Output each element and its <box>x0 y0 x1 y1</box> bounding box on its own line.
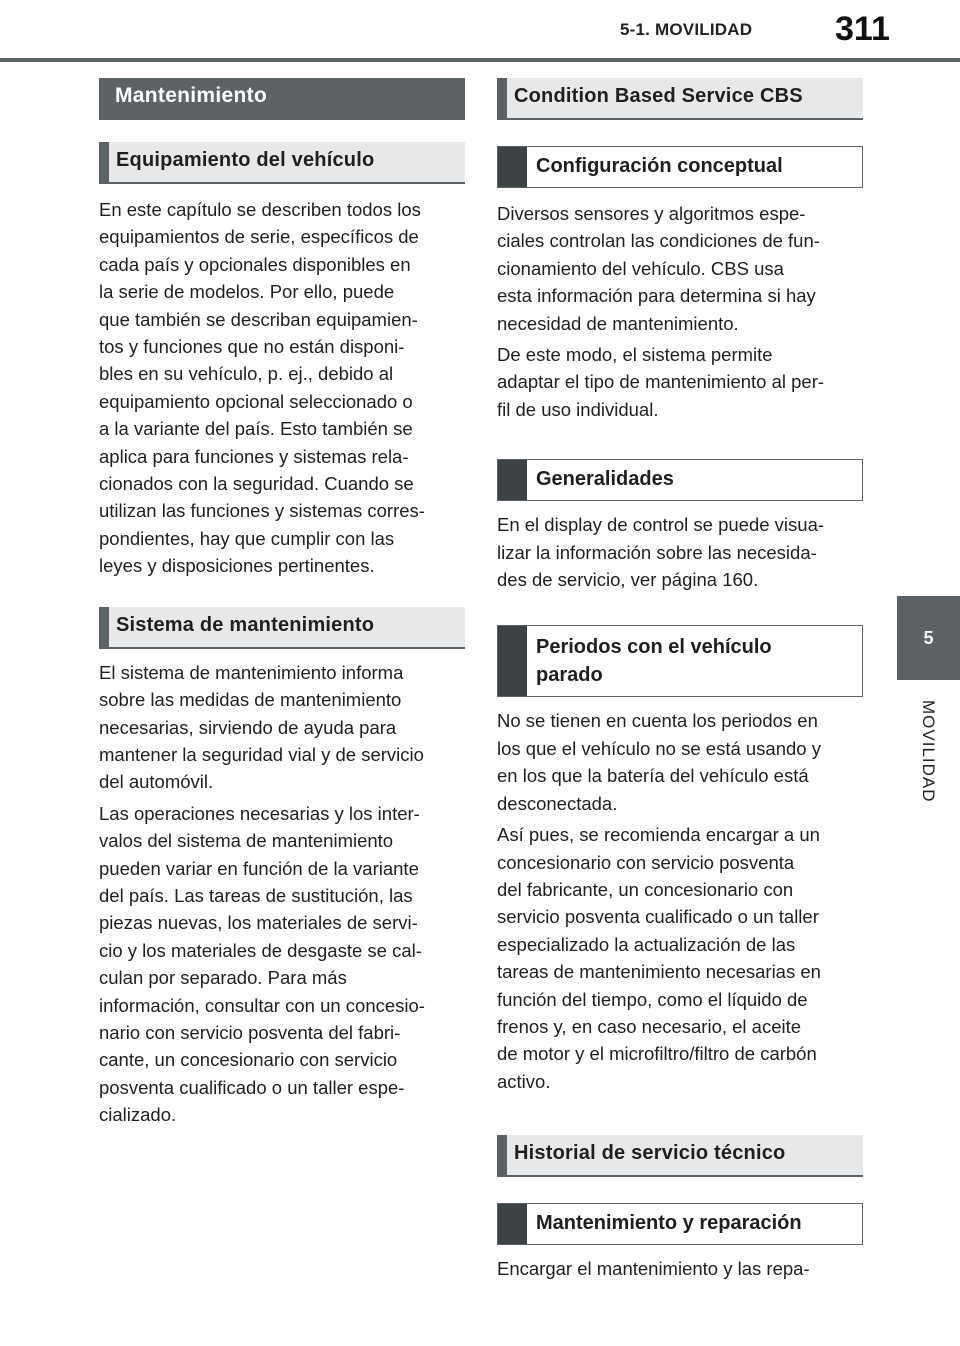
text-line: aplica para funciones y sistemas rela- <box>99 445 409 467</box>
running-header-section: 5-1. MOVILIDAD <box>620 20 753 39</box>
text-line: fil de uso individual. <box>497 398 659 420</box>
text-line: equipamiento opcional seleccionado o <box>99 390 413 412</box>
text-line: parado <box>536 664 603 687</box>
text-line: necesidad de mantenimiento. <box>497 312 739 334</box>
text-line: nario con servicio posventa del fabri- <box>99 1021 401 1043</box>
text-line: bles en su vehículo, p. ej., debido al <box>99 363 394 385</box>
text-line: concesionario con servicio posventa <box>497 851 795 873</box>
text-line: Las operaciones necesarias y los inter- <box>99 802 420 824</box>
text-line: culan por separado. Para más <box>99 967 347 989</box>
text-line: pondientes, hay que cumplir con las <box>99 527 395 549</box>
text-line: Diversos sensores y algoritmos espe- <box>497 203 806 224</box>
paragraph-sistema-2 <box>99 800 465 1129</box>
paragraph-sistema-1 <box>99 659 465 796</box>
text-line: cionamiento del vehículo. CBS usa <box>497 257 784 279</box>
heading-equipamiento: Equipamiento del vehículo <box>99 142 465 184</box>
header-rule <box>0 58 960 62</box>
text-line: función del tiempo, como el líquido de <box>497 988 808 1010</box>
text-line: esta información para determina si hay <box>497 285 816 307</box>
text-line: que también se describan equipamien- <box>99 308 418 330</box>
text-line: utilizan las funciones y sistemas corres- <box>99 500 425 522</box>
text-line: del fabricante, un concesionario con <box>497 878 794 900</box>
text-line: valos del sistema de mantenimiento <box>99 830 394 852</box>
text-line: posventa cualificado o un taller espe- <box>99 1076 405 1098</box>
text-line: cada país y opcionales disponibles en <box>99 253 411 275</box>
text-line: pueden variar en función de la variante <box>99 857 419 879</box>
text-line: cio y los materiales de desgaste se cal- <box>99 939 422 961</box>
text-line: a la variante del país. Esto también se <box>99 418 413 440</box>
text-line: equipamientos de serie, específicos de <box>99 226 419 248</box>
paragraph-equipamiento <box>99 196 465 580</box>
paragraph-periodos-1 <box>497 707 863 817</box>
text-line: la serie de modelos. Por ello, puede <box>99 281 395 303</box>
paragraph-mant-rep <box>497 1255 863 1282</box>
paragraph-config-1 <box>497 200 863 337</box>
text-line: necesarias, sirviendo de ayuda para <box>99 716 397 738</box>
text-line: frenos y, en caso necesario, el aceite <box>497 1015 802 1037</box>
text-line: información, consultar con un concesio- <box>99 994 425 1016</box>
text-line: Periodos con el vehículo <box>536 636 772 659</box>
text-line: cante, un concesionario con servicio <box>99 1049 398 1071</box>
text-line: cializado. <box>99 1104 177 1126</box>
heading-configuracion: Configuración conceptual <box>497 146 863 188</box>
page-number: 311 <box>835 10 890 48</box>
text-line: ciales controlan las condiciones de fun- <box>497 230 820 252</box>
text-line: los que el vehículo no se está usando y <box>497 737 821 759</box>
text-line: lizar la información sobre las necesida- <box>497 541 817 563</box>
text-line: desconectada. <box>497 792 618 814</box>
text-line: No se tienen en cuenta los periodos en <box>497 710 818 732</box>
text-line: adaptar el tipo de mantenimiento al per- <box>497 371 825 393</box>
text-line: El sistema de mantenimiento informa <box>99 661 404 683</box>
text-line: servicio posventa cualificado o un taller <box>497 906 819 928</box>
heading-sistema-mantenimiento: Sistema de mantenimiento <box>99 607 465 649</box>
paragraph-generalidades <box>497 511 863 593</box>
paragraph-config-2 <box>497 341 863 423</box>
text-line: del país. Las tareas de sustitución, las <box>99 884 413 906</box>
text-line: de motor y el microfiltro/filtro de carbón <box>497 1043 817 1065</box>
heading-mantenimiento: Mantenimiento <box>99 78 465 120</box>
text-line: De este modo, el sistema permite <box>497 344 773 366</box>
text-line: tos y funciones que no están disponi- <box>99 336 405 358</box>
text-line: del automóvil. <box>99 771 214 793</box>
heading-historial: Historial de servicio técnico <box>497 1135 863 1177</box>
text-line: cionados con la seguridad. Cuando se <box>99 473 414 495</box>
text-line: sobre las medidas de mantenimiento <box>99 689 402 711</box>
text-line: tareas de mantenimiento necesarias en <box>497 961 821 983</box>
heading-periodos <box>497 625 863 697</box>
text-line: En este capítulo se describen todos los <box>99 199 421 220</box>
text-line: Encargar el mantenimiento y las repa- <box>497 1258 810 1280</box>
text-line: piezas nuevas, los materiales de servi- <box>99 912 418 934</box>
heading-cbs: Condition Based Service CBS <box>497 78 863 120</box>
right-column <box>497 78 863 1287</box>
text-line: activo. <box>497 1070 551 1092</box>
text-line: mantener la seguridad vial y de servicio <box>99 743 424 765</box>
text-line: leyes y disposiciones pertinentes. <box>99 555 375 577</box>
heading-generalidades: Generalidades <box>497 459 863 501</box>
text-line: en los que la batería del vehículo está <box>497 765 809 787</box>
chapter-tab[interactable] <box>897 596 960 680</box>
left-column <box>99 78 465 1133</box>
text-line: des de servicio, ver página 160. <box>497 569 759 591</box>
heading-mantenimiento-reparacion: Mantenimiento y reparación <box>497 1203 863 1245</box>
text-line: especializado la actualización de las <box>497 933 796 955</box>
chapter-tab-number: 5 <box>923 627 934 648</box>
paragraph-periodos-2 <box>497 821 863 1095</box>
chapter-side-label-text: MOVILIDAD <box>919 700 938 803</box>
text-line: Así pues, se recomienda encargar a un <box>497 824 820 846</box>
text-line: En el display de control se puede visua- <box>497 514 825 536</box>
